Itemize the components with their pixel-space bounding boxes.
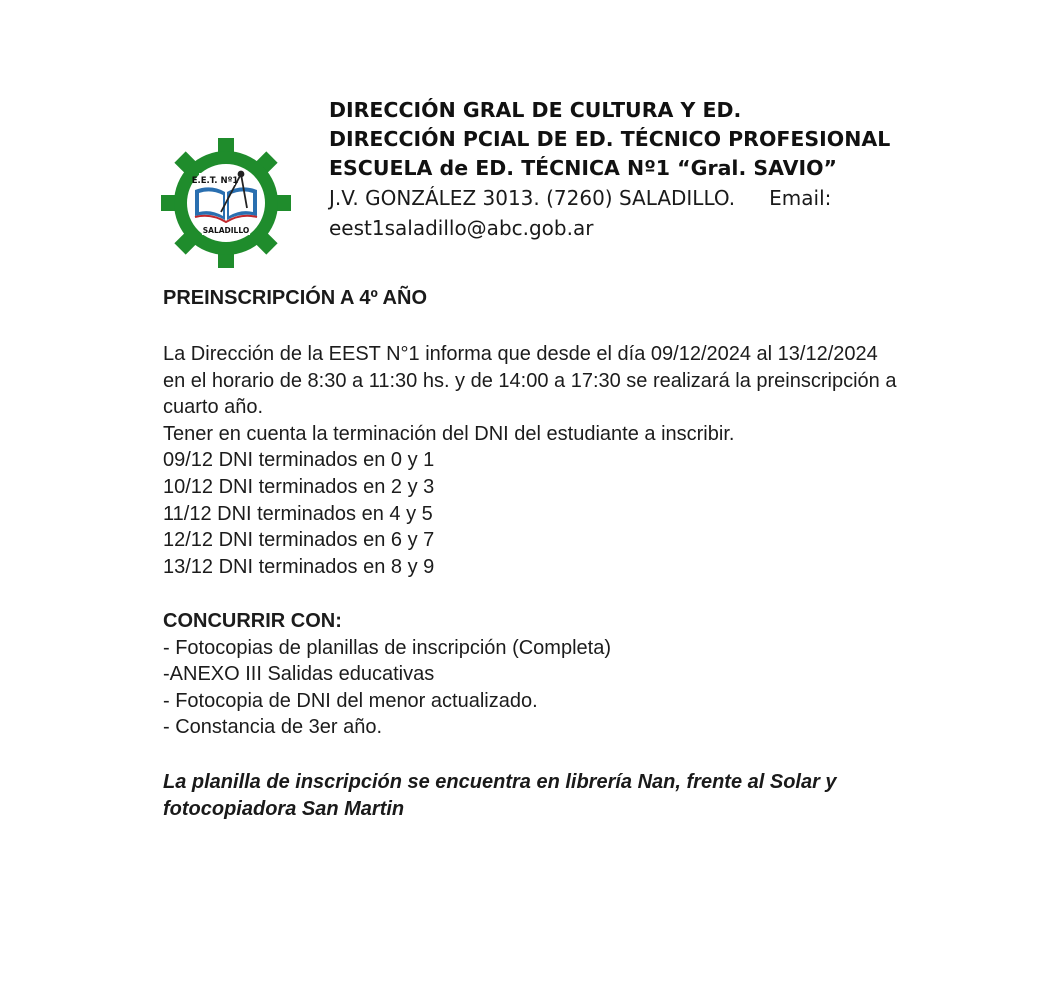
- header-line-3: ESCUELA de ED. TÉCNICA Nº1 “Gral. SAVIO”: [329, 156, 837, 180]
- requirement-item: - Fotocopia de DNI del menor actualizado.: [163, 689, 538, 712]
- requirement-item: -ANEXO III Salidas educativas: [163, 663, 435, 686]
- schedule-item: 11/12 DNI terminados en 4 y 5: [163, 502, 433, 525]
- note-line: fotocopiadora San Martin: [163, 798, 405, 820]
- header-address-line: [329, 183, 1029, 213]
- requirements-section: [163, 608, 1033, 741]
- header-line-2: DIRECCIÓN PCIAL DE ED. TÉCNICO PROFESIONAL: [329, 127, 891, 151]
- announcement-body: [163, 341, 1033, 580]
- header-email: eest1saladillo@abc.gob.ar: [329, 216, 594, 240]
- logo-top-text: E.E.T. Nº1: [191, 176, 239, 186]
- closing-note: [163, 769, 1033, 823]
- school-gear-logo-icon: [161, 138, 291, 268]
- header-address: J.V. GONZÁLEZ 3013. (7260) SALADILLO.: [329, 186, 736, 210]
- header-email-label: Email:: [769, 186, 832, 210]
- note-line: La planilla de inscripción se encuentra en librería Nan, frente al Solar y: [163, 771, 837, 793]
- requirements-heading: CONCURRIR CON:: [163, 610, 342, 632]
- paragraph-line: La Dirección de la EEST N°1 informa que desde el día 09/12/2024 al 13/12/2024: [163, 343, 878, 365]
- schedule-item: 09/12 DNI terminados en 0 y 1: [163, 449, 435, 472]
- requirement-item: - Constancia de 3er año.: [163, 716, 383, 739]
- paragraph-line: en el horario de 8:30 a 11:30 hs. y de 14:00 a 17:30 se realizará la preinscripción a: [163, 369, 897, 392]
- dni-intro: Tener en cuenta la terminación del DNI del estudiante a inscribir.: [163, 422, 735, 445]
- requirement-item: - Fotocopias de planillas de inscripción (Completa): [163, 636, 611, 659]
- paragraph-line: cuarto año.: [163, 396, 264, 419]
- logo-bottom-text: SALADILLO: [202, 226, 250, 235]
- document-title: PREINSCRIPCIÓN A 4º AÑO: [163, 287, 428, 309]
- schedule-item: 12/12 DNI terminados en 6 y 7: [163, 529, 435, 552]
- school-logo: [161, 138, 291, 268]
- letterhead: [329, 96, 1029, 243]
- schedule-item: 10/12 DNI terminados en 2 y 3: [163, 475, 435, 498]
- schedule-item: 13/12 DNI terminados en 8 y 9: [163, 555, 435, 578]
- header-line-1: DIRECCIÓN GRAL DE CULTURA Y ED.: [329, 98, 742, 122]
